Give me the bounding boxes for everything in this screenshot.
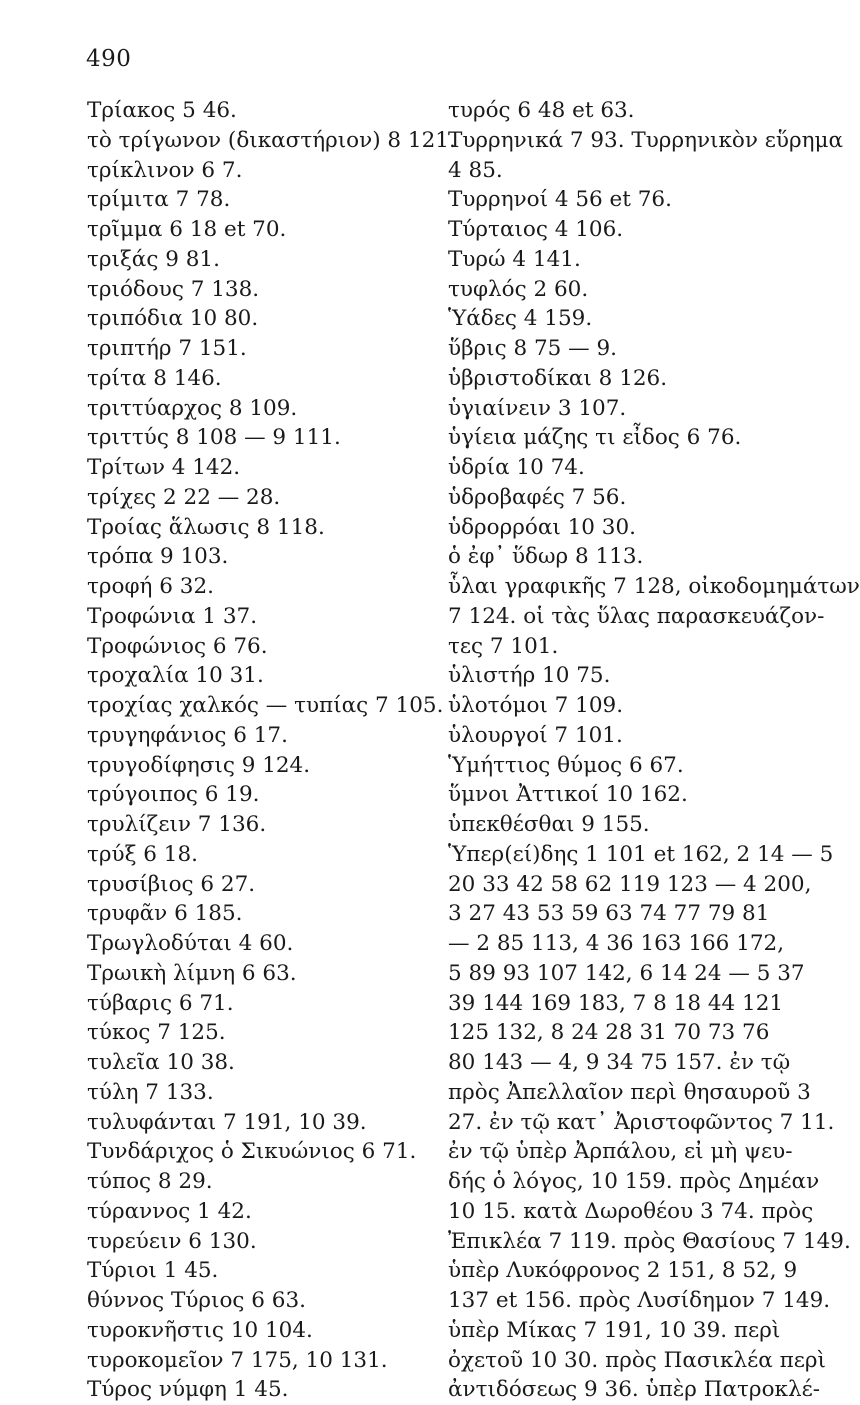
index-entry: Τροφώνια 1 37. bbox=[87, 603, 258, 629]
index-entry: τες 7 101. bbox=[448, 633, 559, 659]
index-entry: τρυφᾶν 6 185. bbox=[87, 901, 243, 927]
index-entry: τύβαρις 6 71. bbox=[87, 990, 234, 1016]
index-entry: ὀχετοῦ 10 30. πρὸς Πασικλέα περὶ bbox=[448, 1347, 826, 1373]
index-entry: Τυρρηνικά 7 93. Τυρρηνικὸν εὕρημα bbox=[448, 127, 843, 153]
index-entry: τρυγοδίφησις 9 124. bbox=[87, 752, 311, 778]
index-entry: ὑπεκθέσθαι 9 155. bbox=[448, 812, 650, 837]
index-entry: ὑδροβαφές 7 56. bbox=[448, 484, 627, 510]
index-entry: ὑπὲρ Μίκας 7 191, 10 39. περὶ bbox=[448, 1317, 781, 1343]
index-entry: ἐν τῷ ὑπὲρ Ἀρπάλου, εἰ μὴ ψευ- bbox=[448, 1139, 793, 1165]
index-entry: τυλυφάνται 7 191, 10 39. bbox=[87, 1109, 367, 1135]
index-entry: τρυλίζειν 7 136. bbox=[87, 812, 267, 837]
index-entry: Ὑάδες 4 159. bbox=[448, 306, 593, 332]
index-entry: τριξάς 9 81. bbox=[87, 246, 220, 272]
index-entry: Τυρώ 4 141. bbox=[448, 246, 581, 272]
index-entry: ὑλιστήρ 10 75. bbox=[448, 663, 611, 689]
index-entry: Τυνδάριχος ὁ Σικυώνιος 6 71. bbox=[87, 1139, 417, 1165]
index-entry: Ὑμήττιος θύμος 6 67. bbox=[448, 752, 684, 778]
index-entry: ὑλουργοί 7 101. bbox=[448, 722, 623, 748]
index-entry: ὑγιαίνειν 3 107. bbox=[448, 395, 627, 421]
index-entry: ὑδρορρόαι 10 30. bbox=[448, 514, 636, 540]
index-entry: Τύρταιος 4 106. bbox=[448, 217, 624, 242]
index-entry: τύπος 8 29. bbox=[87, 1169, 213, 1194]
index-entry: Τρίτων 4 142. bbox=[87, 455, 241, 480]
index-entry: τύλη 7 133. bbox=[87, 1079, 214, 1105]
index-entry: 27. ἐν τῷ κατ᾽ Ἀριστοφῶντος 7 11. bbox=[448, 1109, 835, 1135]
index-entry: Τρωγλοδύται 4 60. bbox=[87, 931, 294, 956]
index-column-right bbox=[448, 96, 860, 1405]
index-entry: τροχαλία 10 31. bbox=[87, 663, 264, 689]
index-entry: τρύξ 6 18. bbox=[87, 841, 198, 867]
index-entry: τὸ τρίγωνον (δικαστήριον) 8 121. bbox=[87, 127, 456, 153]
page-number: 490 bbox=[86, 46, 132, 72]
index-entry: τρυσίβιος 6 27. bbox=[87, 871, 256, 897]
index-entry: ὑλοτόμοι 7 109. bbox=[448, 693, 624, 718]
index-entry: 125 132, 8 24 28 31 70 73 76 bbox=[448, 1020, 770, 1046]
index-entry: Τροφώνιος 6 76. bbox=[87, 633, 268, 659]
index-entry: τροφή 6 32. bbox=[87, 574, 214, 599]
index-entry: ὑβριστοδίκαι 8 126. bbox=[448, 365, 668, 391]
index-column-left bbox=[87, 96, 456, 1405]
index-entry: 20 33 42 58 62 119 123 — 4 200, bbox=[448, 871, 812, 897]
index-entry: τυροκνῆστις 10 104. bbox=[87, 1317, 313, 1343]
index-entry: 5 89 93 107 142, 6 14 24 — 5 37 bbox=[448, 960, 805, 986]
index-entry: 137 et 156. πρὸς Λυσίδημον 7 149. bbox=[448, 1288, 831, 1313]
index-entry: 80 143 — 4, 9 34 75 157. ἐν τῷ bbox=[448, 1050, 791, 1075]
index-entry: 3 27 43 53 59 63 74 77 79 81 bbox=[448, 901, 770, 927]
index-entry: τριττύαρχος 8 109. bbox=[87, 395, 298, 421]
index-entry: τρίκλινον 6 7. bbox=[87, 157, 243, 183]
index-entry: Τρωικὴ λίμνη 6 63. bbox=[87, 960, 297, 986]
index-entry: Τύρος νύμφη 1 45. bbox=[87, 1377, 289, 1403]
index-entry: τρῖμμα 6 18 et 70. bbox=[87, 217, 287, 242]
index-entry: δής ὁ λόγος, 10 159. πρὸς Δημέαν bbox=[448, 1169, 820, 1194]
index-entry: ὕβρις 8 75 — 9. bbox=[448, 336, 617, 361]
index-entry: Τροίας ἅλωσις 8 118. bbox=[87, 514, 325, 540]
index-entry: τύραννος 1 42. bbox=[87, 1198, 252, 1224]
index-entry: ὑπὲρ Λυκόφρονος 2 151, 8 52, 9 bbox=[448, 1258, 798, 1284]
index-entry: 39 144 169 183, 7 8 18 44 121 bbox=[448, 990, 784, 1016]
index-entry: τυρός 6 48 et 63. bbox=[448, 98, 635, 123]
index-entry: — 2 85 113, 4 36 163 166 172, bbox=[448, 931, 785, 956]
index-entry: τρυγηφάνιος 6 17. bbox=[87, 722, 288, 748]
index-entry: τριπτήρ 7 151. bbox=[87, 336, 247, 361]
index-entry: ὑδρία 10 74. bbox=[448, 455, 585, 480]
index-entry: τυροκομεῖον 7 175, 10 131. bbox=[87, 1347, 388, 1373]
index-entry: ὕμνοι Ἀττικοί 10 162. bbox=[448, 782, 688, 808]
index-entry: 7 124. οἱ τὰς ὕλας παρασκευάζον- bbox=[448, 603, 825, 629]
index-entry: τρίτα 8 146. bbox=[87, 365, 222, 391]
index-entry: τυρεύειν 6 130. bbox=[87, 1228, 257, 1254]
index-entry: τύκος 7 125. bbox=[87, 1020, 226, 1046]
index-entry: ὁ ἐφ᾽ ὕδωρ 8 113. bbox=[448, 544, 644, 570]
index-entry: Τυρρηνοί 4 56 et 76. bbox=[448, 187, 672, 213]
index-entry: τρόπα 9 103. bbox=[87, 544, 229, 570]
index-entry: πρὸς Ἀπελλαῖον περὶ θησαυροῦ 3 bbox=[448, 1079, 811, 1105]
index-entry: ὑγίεια μάζης τι εἶδος 6 76. bbox=[448, 425, 742, 451]
index-entry: τυφλός 2 60. bbox=[448, 276, 589, 302]
index-entry: τυλεῖα 10 38. bbox=[87, 1050, 235, 1075]
index-entry: τρίχες 2 22 — 28. bbox=[87, 484, 281, 510]
index-entry: Τρίακος 5 46. bbox=[87, 98, 237, 123]
index-entry: θύννος Τύριος 6 63. bbox=[87, 1288, 306, 1313]
index-entry: ἀντιδόσεως 9 36. ὑπὲρ Πατροκλέ- bbox=[448, 1377, 820, 1403]
index-entry: 10 15. κατὰ Δωροθέου 3 74. πρὸς bbox=[448, 1198, 814, 1224]
index-entry: τρίμιτα 7 78. bbox=[87, 187, 231, 213]
index-entry: Ἐπικλέα 7 119. πρὸς Θασίους 7 149. bbox=[448, 1228, 851, 1254]
index-entry: Τύριοι 1 45. bbox=[87, 1258, 219, 1284]
index-entry: τρύγοιπος 6 19. bbox=[87, 782, 260, 808]
index-entry: Ὑπερ(εί)δης 1 101 et 162, 2 14 — 5 bbox=[448, 841, 834, 867]
index-entry: 4 85. bbox=[448, 157, 503, 183]
index-entry: τροχίας χαλκός — τυπίας 7 105. bbox=[87, 693, 444, 718]
index-entry: ὗλαι γραφικῆς 7 128, οἰκοδομημάτων bbox=[448, 574, 860, 599]
index-entry: τριπόδια 10 80. bbox=[87, 306, 259, 332]
index-entry: τριττύς 8 108 — 9 111. bbox=[87, 425, 341, 451]
index-entry: τριόδους 7 138. bbox=[87, 276, 260, 302]
